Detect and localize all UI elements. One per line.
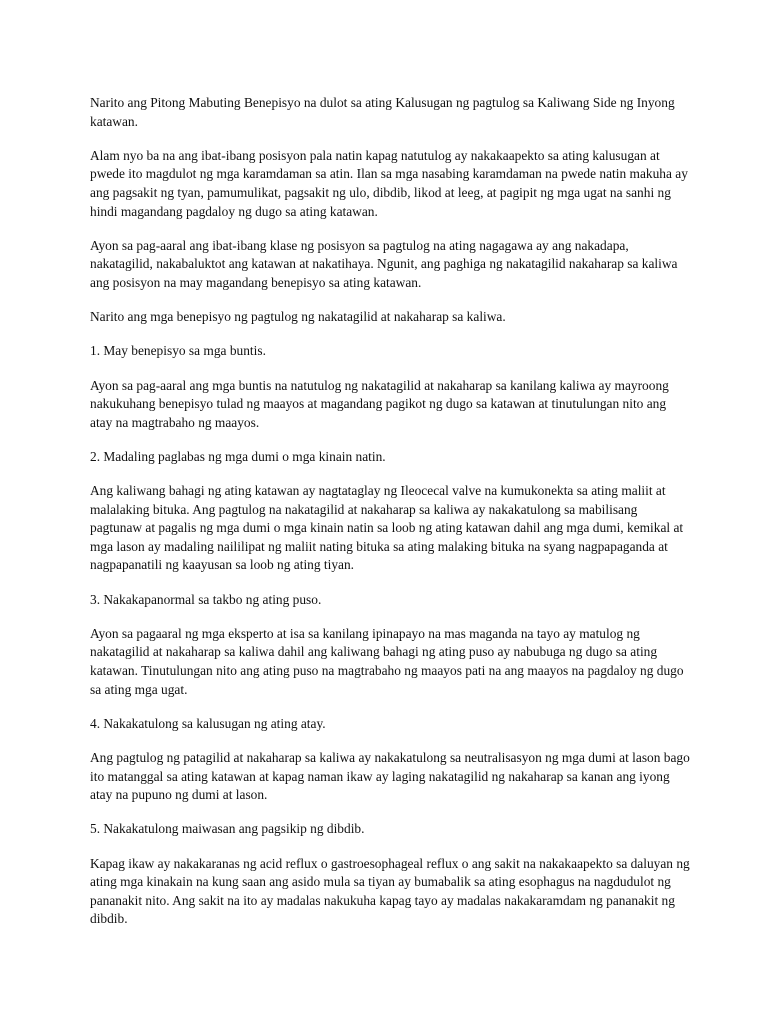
benefits-lead-in: Narito ang mga benepisyo ng pagtulog ng nakatagilid at nakaharap sa kaliwa. — [90, 309, 506, 325]
intro-heading: Narito ang Pitong Mabuting Benepisyo na dulot sa ating Kalusugan ng pagtulog sa Kaliwang Side ng Inyong katawan. — [90, 95, 675, 129]
study-paragraph: Ayon sa pag-aaral ang ibat-ibang klase ng posisyon sa pagtulog na ating nagagawa ay ang nakadapa, nakatagilid, nakabaluktot ang katawan at nakatihaya. Ngunit, ang paghiga ng nakatagilid nakaharap sa kaliwa ang posisyon na may magandang benepisyo sa ating katawan. — [90, 237, 678, 290]
benefit-body-3: Ayon sa pagaaral ng mga eksperto at isa sa kanilang ipinapayo na mas maganda na tayo ay matulog ng nakatagilid at nakaharap sa kaliwa dahil ang kaliwang bahagi ng ating puso ay nabubuga ng dugo sa ating katawan. Tinutulungan nito ang ating puso na magtrabaho ng maayos pati na ang maayos na pagdaloy ng dugo sa ating mga ugat. — [90, 625, 684, 697]
benefit-body-5: Kapag ikaw ay nakakaranas ng acid reflux o gastroesophageal reflux o ang sakit na nakakaapekto sa daluyan ng ating mga kinakain na kung saan ang asido mula sa tiyan ay bumabalik sa ating esophagus na nagdudulot ng pananakit nito. Ang sakit na ito ay madalas nakukuha kapag tayo ay madalas nakakaramdam ng pananakit ng dibdib. — [90, 855, 690, 927]
benefit-heading-4: 4. Nakakatulong sa kalusugan ng ating atay. — [90, 715, 326, 731]
intro-paragraph: Alam nyo ba na ang ibat-ibang posisyon pala natin kapag natutulog ay nakakaapekto sa ating kalusugan at pwede ito magdulot ng mga karamdaman sa atin. Ilan sa mga nasabing karamdaman na pwede natin makuha ay ang pagsakit ng tyan, pamumulikat, pagsakit ng ulo, dibdib, likod at leeg, at pagipit ng mga ugat na sanhi ng hindi magandang pagdaloy ng dugo sa ating katawan. — [90, 147, 688, 219]
benefit-body-4: Ang pagtulog ng patagilid at nakaharap sa kaliwa ay nakakatulong sa neutralisasyon ng mga dumi at lason bago ito matanggal sa ating katawan at kapag naman ikaw ay laging nakatagilid ng nakaharap sa kanan ang iyong atay na pupuno ng dumi at lason. — [90, 749, 690, 803]
benefit-heading-1: 1. May benepisyo sa mga buntis. — [90, 343, 266, 359]
benefit-body-1: Ayon sa pag-aaral ang mga buntis na natutulog ng nakatagilid at nakaharap sa kanilang kaliwa ay mayroong nakukuhang benepisyo tulad ng maayos at magandang pagikot ng dugo sa katawan at tinutulungan nito ang atay na magtrabaho ng maayos. — [90, 377, 669, 430]
benefit-heading-2: 2. Madaling paglabas ng mga dumi o mga kinain natin. — [90, 448, 386, 464]
benefit-heading-5: 5. Nakakatulong maiwasan ang pagsikip ng dibdib. — [90, 821, 365, 837]
benefit-body-2: Ang kaliwang bahagi ng ating katawan ay nagtataglay ng Ileocecal valve na kumukonekta sa ating maliit at malalaking bituka. Ang pagtulog na nakatagilid at nakaharap sa kaliwa ay nakakatulong sa mabilisang pagtunaw at pagalis ng mga dumi o mga kinain natin sa loob ng ating katawan dahil ang mga dumi, kemikal at mga lason ay madaling naililipat ng maliit nating bituka sa ating malaking bituka na syang nagpapaganda at nagpapanatili ng kaayusan sa loob ng ating tiyan. — [90, 483, 684, 573]
benefit-heading-3: 3. Nakakapanormal sa takbo ng ating puso. — [90, 591, 322, 607]
document-body — [90, 94, 690, 945]
